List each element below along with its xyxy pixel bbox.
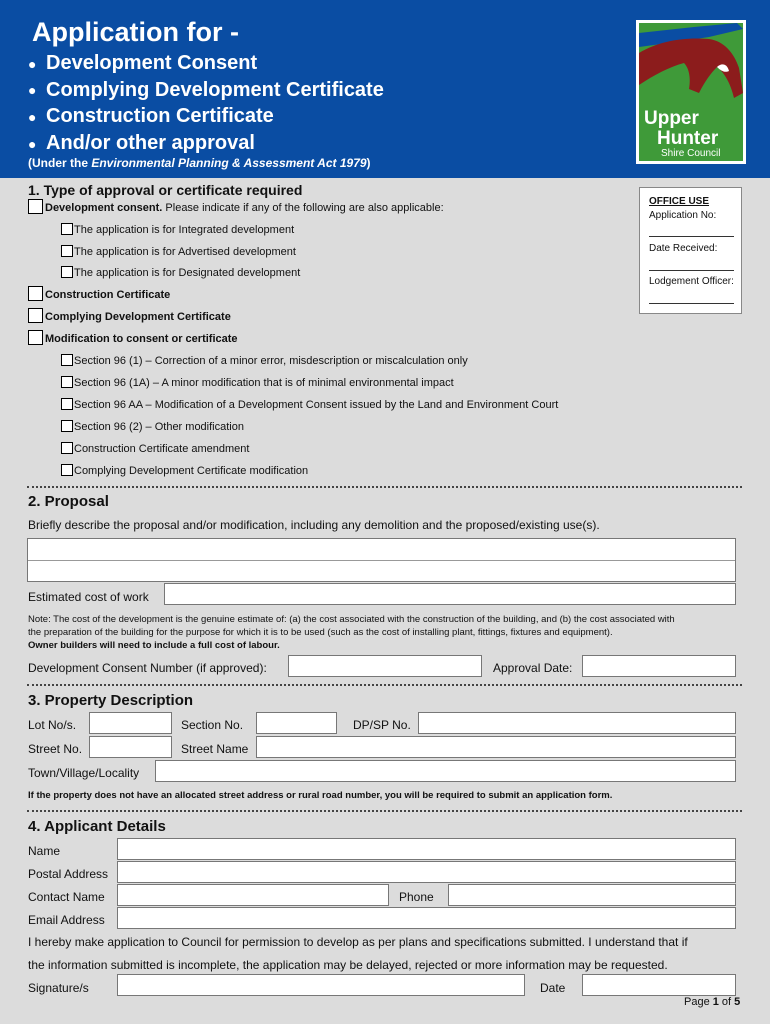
designated-dev-label: The application is for Designated development [74,267,301,279]
office-use-title: OFFICE USE [649,196,710,207]
s96-2-checkbox[interactable] [61,420,73,432]
proposal-description-field[interactable] [27,538,736,582]
phone-field[interactable] [448,884,736,906]
bullet-item: ● Complying Development Certificate [28,77,384,104]
application-no-line [649,236,734,237]
bullet-item: ● Construction Certificate [28,103,384,130]
modification-checkbox[interactable] [28,330,43,345]
dev-consent-label: Development consent. Please indicate if any of the following are also applicable: [45,202,444,214]
complying-cert-checkbox[interactable] [28,308,43,323]
s96-aa-label: Section 96 AA – Modification of a Development Consent issued by the Land and Environment Court [74,399,559,411]
date-received-line [649,270,734,271]
estimated-cost-label: Estimated cost of work [28,590,149,604]
section1-heading: 1. Type of approval or certificate required [28,182,303,198]
bullet-icon: ● [28,55,37,72]
s96-1a-label: Section 96 (1A) – A minor modification that is of minimal environmental impact [74,377,454,389]
signature-label: Signature/s [28,981,89,995]
bullet-item: ● Development Consent [28,50,384,77]
owner-builder-note: Owner builders will need to include a full cost of labour. [28,640,280,651]
contact-name-label: Contact Name [28,890,105,904]
proposal-instruction: Briefly describe the proposal and/or modification, including any demolition and the proposed/existing use(s). [28,518,600,532]
lodgement-officer-line [649,303,734,304]
consent-number-label: Development Consent Number (if approved): [28,661,267,675]
name-label: Name [28,844,61,858]
cost-note-line: the preparation of the building for the purpose for which it is to be used (such as the cost of installing plant, fittings, fixtures and equipment). [28,627,613,638]
street-name-field[interactable] [256,736,736,758]
date-label: Date [540,981,566,995]
application-no-label: Application No: [649,210,717,221]
lot-label: Lot No/s. [28,718,77,732]
date-received-label: Date Received: [649,243,718,254]
cdc-modification-label: Complying Development Certificate modification [74,465,309,477]
section-no-field[interactable] [256,712,337,734]
dpsp-field[interactable] [418,712,736,734]
office-use-box [639,187,742,314]
approval-date-label: Approval Date: [493,661,573,675]
s96-1a-checkbox[interactable] [61,376,73,388]
estimated-cost-field[interactable] [164,583,736,605]
bullet-icon: ● [28,135,37,152]
cc-amendment-checkbox[interactable] [61,442,73,454]
integrated-dev-checkbox[interactable] [61,223,73,235]
s96-1-checkbox[interactable] [61,354,73,366]
email-label: Email Address [28,913,105,927]
town-field[interactable] [155,760,736,782]
dpsp-label: DP/SP No. [353,718,411,732]
street-name-label: Street Name [181,742,249,756]
section-no-label: Section No. [181,718,244,732]
s96-1-label: Section 96 (1) – Correction of a minor error, misdescription or miscalculation only [74,355,468,367]
form-header [0,0,770,178]
page-number: Page 1 of 5 [684,996,741,1008]
postal-label: Postal Address [28,867,109,881]
phone-label: Phone [399,890,434,904]
proposal-field-divider [28,560,735,561]
form-title: Application for - [32,17,239,47]
section3-heading: 3. Property Description [28,692,194,709]
cc-amendment-label: Construction Certificate amendment [74,443,250,455]
advertised-dev-checkbox[interactable] [61,245,73,257]
construction-cert-checkbox[interactable] [28,286,43,301]
section4-heading: 4. Applicant Details [28,818,166,835]
contact-name-field[interactable] [117,884,389,906]
construction-cert-label: Construction Certificate [45,289,171,301]
postal-address-field[interactable] [117,861,736,883]
cost-note-line: Note: The cost of the development is the genuine estimate of: (a) the cost associated with the construction of the building, and (b) the cost associated with [28,614,675,625]
bullet-icon: ● [28,109,37,126]
town-label: Town/Village/Locality [28,766,140,780]
cdc-modification-checkbox[interactable] [61,464,73,476]
declaration-text: the information submitted is incomplete, the application may be delayed, rejected or more information may be requested. [28,958,668,972]
section2-heading: 2. Proposal [28,493,109,510]
approval-type-list [28,50,384,157]
signature-field[interactable] [117,974,525,996]
integrated-dev-label: The application is for Integrated development [74,224,295,236]
dev-consent-checkbox[interactable] [28,199,43,214]
consent-number-field[interactable] [288,655,482,677]
declaration-text: I hereby make application to Council for permission to develop as per plans and specifications submitted. I understand that if [28,935,688,949]
advertised-dev-label: The application is for Advertised development [74,246,296,258]
complying-cert-label: Complying Development Certificate [45,311,231,323]
bullet-item: ● And/or other approval [28,130,384,157]
s96-aa-checkbox[interactable] [61,398,73,410]
designated-dev-checkbox[interactable] [61,266,73,278]
s96-2-label: Section 96 (2) – Other modification [74,421,244,433]
street-no-field[interactable] [89,736,172,758]
bullet-icon: ● [28,82,37,99]
lot-field[interactable] [89,712,172,734]
section-divider [27,486,742,488]
email-field[interactable] [117,907,736,929]
approval-date-field[interactable] [582,655,736,677]
street-no-label: Street No. [28,742,83,756]
act-subtitle: (Under the Environmental Planning & Assessment Act 1979) [28,156,371,170]
modification-label: Modification to consent or certificate [45,333,238,345]
lodgement-officer-label: Lodgement Officer: [649,276,734,287]
name-field[interactable] [117,838,736,860]
address-note: If the property does not have an allocated street address or rural road number, you will be required to submit an application form. [28,790,613,801]
section-divider [27,810,742,812]
date-field[interactable] [582,974,736,996]
section-divider [27,684,742,686]
council-logo: Upper Hunter Shire Council [636,20,746,164]
